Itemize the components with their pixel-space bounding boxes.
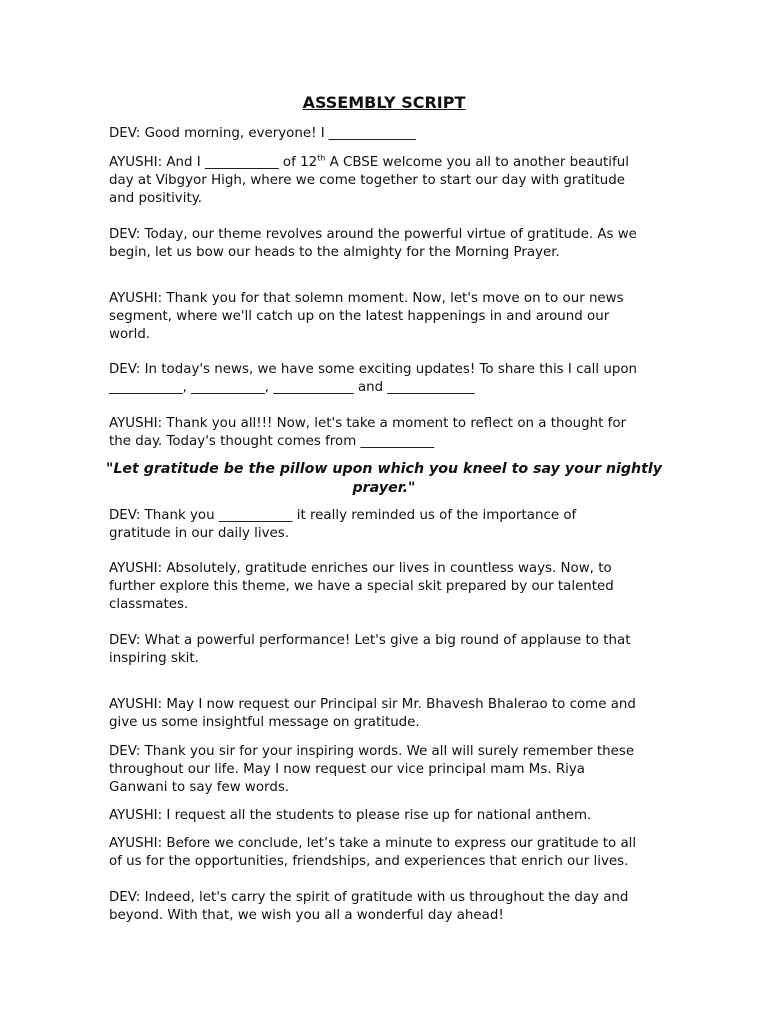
text-line: AYUSHI: I request all the students to please rise up for national anthem. [109,808,592,823]
text-line: AYUSHI: May I now request our Principal sir Mr. Bhavesh Bhalerao to come and [109,697,636,712]
paragraph-ayushi-anthem [109,807,669,825]
thought-quote [100,460,668,498]
text-line: begin, let us bow our heads to the almighty for the Morning Prayer. [109,245,560,260]
text-line: give us some insightful message on gratitude. [109,715,420,730]
text-line: DEV: Indeed, let's carry the spirit of gratitude with us throughout the day and [109,890,629,905]
paragraph-dev-theme [109,226,669,262]
text-line: ___________, ___________, ____________ and _____________ [109,380,475,395]
paragraph-dev-greeting [109,125,669,143]
text-line: AYUSHI: Absolutely, gratitude enriches our lives in countless ways. Now, to [109,561,612,576]
text-line: segment, where we'll catch up on the latest happenings in and around our [109,309,610,324]
text-line: day at Vibgyor High, where we come together to start our day with gratitude [109,173,625,188]
text-line: world. [109,327,151,342]
text-line: DEV: Thank you sir for your inspiring words. We all will surely remember these [109,744,635,759]
text-line: inspiring skit. [109,651,199,666]
text-line: gratitude in our daily lives. [109,526,289,541]
text-line: DEV: What a powerful performance! Let's give a big round of applause to that [109,633,631,648]
text-line: and positivity. [109,191,202,206]
text-line: DEV: Today, our theme revolves around the powerful virtue of gratitude. As we [109,227,637,242]
text-line: further explore this theme, we have a special skit prepared by our talented [109,579,614,594]
paragraph-ayushi-principal [109,696,669,732]
quote-line: prayer." [352,480,416,496]
paragraph-ayushi-skit [109,560,669,614]
text-line: Ganwani to say few words. [109,780,290,795]
paragraph-dev-thanks [109,507,669,543]
paragraph-dev-vice-principal [109,743,669,797]
paragraph-dev-news [109,361,669,397]
paragraph-ayushi-conclude [109,835,669,871]
document-title: ASSEMBLY SCRIPT [302,93,466,112]
text-line: AYUSHI: Thank you for that solemn moment. Now, let's move on to our news [109,291,624,306]
text-line: the day. Today's thought comes from ___________ [109,434,435,449]
text-line: beyond. With that, we wish you all a wonderful day ahead! [109,908,504,923]
paragraph-ayushi-welcome [109,154,669,208]
text-line: AYUSHI: And I ___________ of 12th A CBSE welcome you all to another beautiful [109,153,629,170]
text-line: AYUSHI: Thank you all!!! Now, let's take a moment to reflect on a thought for [109,416,627,431]
quote-line: "Let gratitude be the pillow upon which you kneel to say your nightly [105,461,662,477]
paragraph-ayushi-thought [109,415,669,451]
paragraph-dev-applause [109,632,669,668]
text-line: throughout our life. May I now request our vice principal mam Ms. Riya [109,762,586,777]
text-line: AYUSHI: Before we conclude, let’s take a minute to express our gratitude to all [109,836,637,851]
text-line: DEV: Thank you ___________ it really reminded us of the importance of [109,508,577,523]
text-line: classmates. [109,597,189,612]
text-line: of us for the opportunities, friendships, and experiences that enrich our lives. [109,854,629,869]
text-line: DEV: Good morning, everyone! I _____________ [109,126,416,141]
paragraph-dev-closing [109,889,669,925]
paragraph-ayushi-news [109,290,669,344]
text-line: DEV: In today's news, we have some exciting updates! To share this I call upon [109,362,638,377]
